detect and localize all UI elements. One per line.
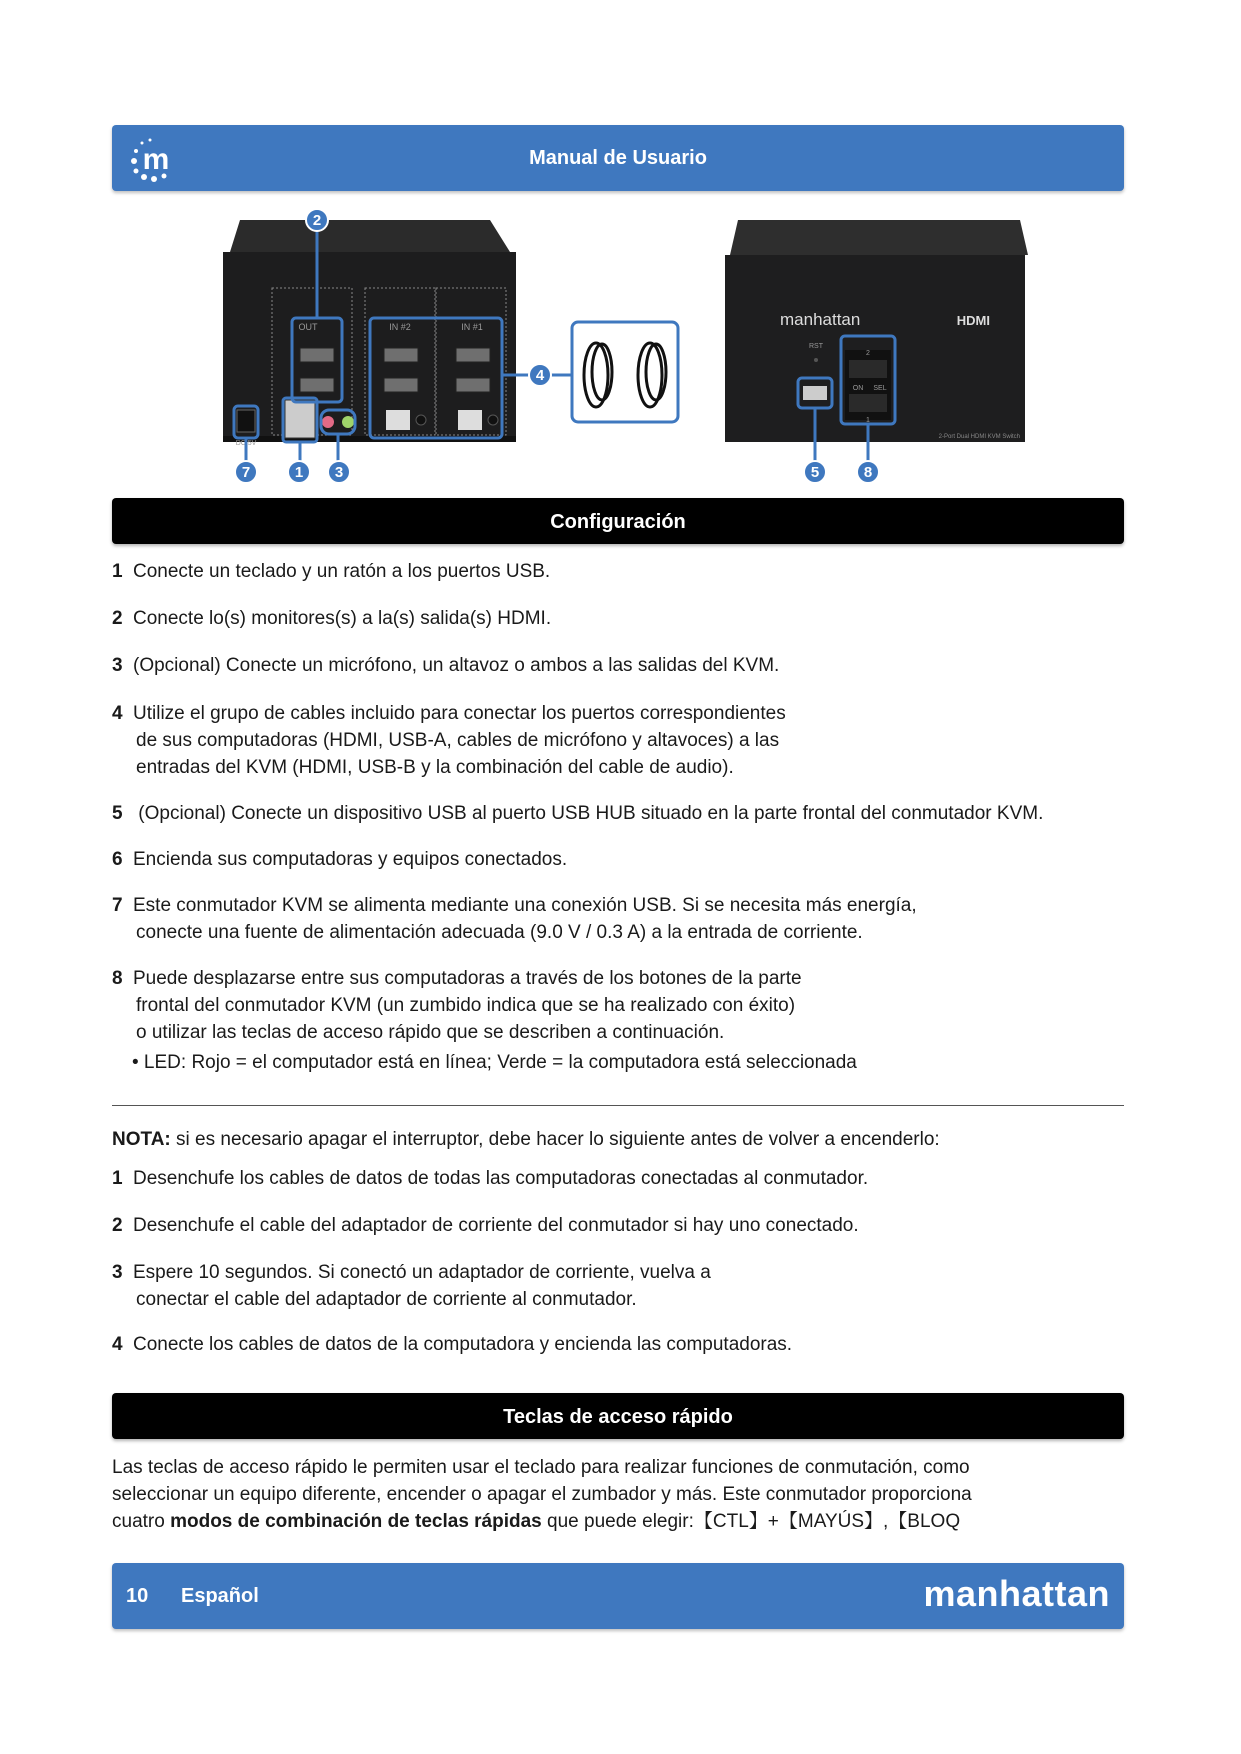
svg-text:7: 7 xyxy=(241,464,251,481)
btn-label-2: 2 xyxy=(866,350,870,357)
svg-text:2: 2 xyxy=(312,212,322,229)
port-label-in1: IN #1 xyxy=(461,322,483,332)
header-title: Manual de Usuario xyxy=(529,147,707,169)
page-number: 10 xyxy=(126,1585,149,1607)
nota-item-3: 3 Espere 10 segundos. Si conectó un adaptador de corriente, vuelva a conectar el cable del adaptador de corriente al conmutador. xyxy=(112,1262,711,1310)
config-item-4: 4 Utilize el grupo de cables incluido para conectar los puertos correspondientes de sus computadoras (HDMI, USB-A, cables de micrófono y altavoces) a las entradas del KVM (HDMI, USB-B y la combinación del cable de audio). xyxy=(112,703,786,778)
callout-7 xyxy=(235,461,257,483)
kvm-front-panel xyxy=(725,220,1028,442)
svg-text:1: 1 xyxy=(294,464,304,481)
section-configuracion xyxy=(112,498,1124,544)
callout-4 xyxy=(529,364,551,386)
language-label: Español xyxy=(181,1585,259,1607)
nota-intro: NOTA: si es necesario apagar el interruptor, debe hacer lo siguiente antes de volver a encenderlo: xyxy=(112,1129,940,1150)
config-item-1: 1 Conecte un teclado y un ratón a los puertos USB. xyxy=(112,561,551,582)
device-brand: manhattan xyxy=(780,310,861,329)
nota-label: NOTA: xyxy=(112,1129,171,1150)
callout-3 xyxy=(328,461,350,483)
port-label-in2: IN #2 xyxy=(389,322,411,332)
section-title: Configuración xyxy=(550,511,686,533)
config-item-8: 8 Puede desplazarse entre sus computadoras a través de los botones de la parte frontal del conmutador KVM (un zumbido indica que se ha realizado con éxito) o utilizar las teclas de acceso rápido que se describen a continuación. • LED: Rojo = el computador está en línea; Verde = la computadora está seleccionada xyxy=(112,965,857,1076)
callout-2 xyxy=(306,209,328,231)
rst-label: RST xyxy=(809,343,823,350)
btn-label-1: 1 xyxy=(866,417,870,424)
header-bar xyxy=(112,125,1124,191)
led-note: • LED: Rojo = el computador está en línea; Verde = la computadora está seleccionada xyxy=(132,1052,857,1073)
config-item-7: 7 Este conmutador KVM se alimenta mediante una conexión USB. Si se necesita más energía, conecte una fuente de alimentación adecuada (9.0 V / 0.3 A) a la entrada de corriente. xyxy=(112,895,917,943)
nota-item-2: 2 Desenchufe el cable del adaptador de corriente del conmutador si hay uno conectado. xyxy=(112,1215,859,1236)
cable-bundle-icon xyxy=(584,343,666,407)
svg-text:3: 3 xyxy=(334,464,344,481)
svg-text:8: 8 xyxy=(863,464,873,481)
manhattan-logo: manhattan xyxy=(923,1573,1110,1614)
teclas-paragraph: Las teclas de acceso rápido le permiten usar el teclado para realizar funciones de conmutación, como seleccionar un equipo diferente, encender o apagar el zumbador y más. Este conmutador proporciona cuatro modos de combinación de teclas rápidas que puede elegir:【CTL】+【MAYÚS】,【BLOQ xyxy=(112,1457,972,1532)
svg-text:m: m xyxy=(142,143,170,176)
config-item-5: 5 (Opcional) Conecte un dispositivo USB al puerto USB HUB situado en la parte frontal del conmutador KVM. xyxy=(112,803,1044,824)
callout-8 xyxy=(857,461,879,483)
svg-text:5: 5 xyxy=(810,464,820,481)
callout-1 xyxy=(288,461,310,483)
hdmi-logo: HDMI xyxy=(956,313,990,328)
section-teclas xyxy=(112,1393,1124,1439)
config-item-6: 6 Encienda sus computadoras y equipos conectados. xyxy=(112,849,568,870)
port-label-dc: DC 5V xyxy=(235,440,257,447)
port-label-out: OUT xyxy=(298,322,318,332)
nota-item-4: 4 Conecte los cables de datos de la computadora y encienda las computadoras. xyxy=(112,1334,793,1355)
config-item-2: 2 Conecte lo(s) monitores(s) a la(s) salida(s) HDMI. xyxy=(112,608,552,629)
btn-label-sel: SEL xyxy=(873,385,887,392)
divider xyxy=(112,1105,1124,1106)
callout-5 xyxy=(804,461,826,483)
front-caption: 2-Port Dual HDMI KVM Switch xyxy=(938,434,1020,440)
nota-item-1: 1 Desenchufe los cables de datos de todas las computadoras conectadas al conmutador. xyxy=(112,1168,869,1189)
btn-label-on: ON xyxy=(852,385,864,392)
product-figure xyxy=(200,200,1040,490)
config-item-3: 3 (Opcional) Conecte un micrófono, un altavoz o ambos a las salidas del KVM. xyxy=(112,655,780,676)
footer-bar xyxy=(112,1563,1124,1629)
svg-text:4: 4 xyxy=(535,367,545,384)
section-title: Teclas de acceso rápido xyxy=(503,1406,733,1428)
